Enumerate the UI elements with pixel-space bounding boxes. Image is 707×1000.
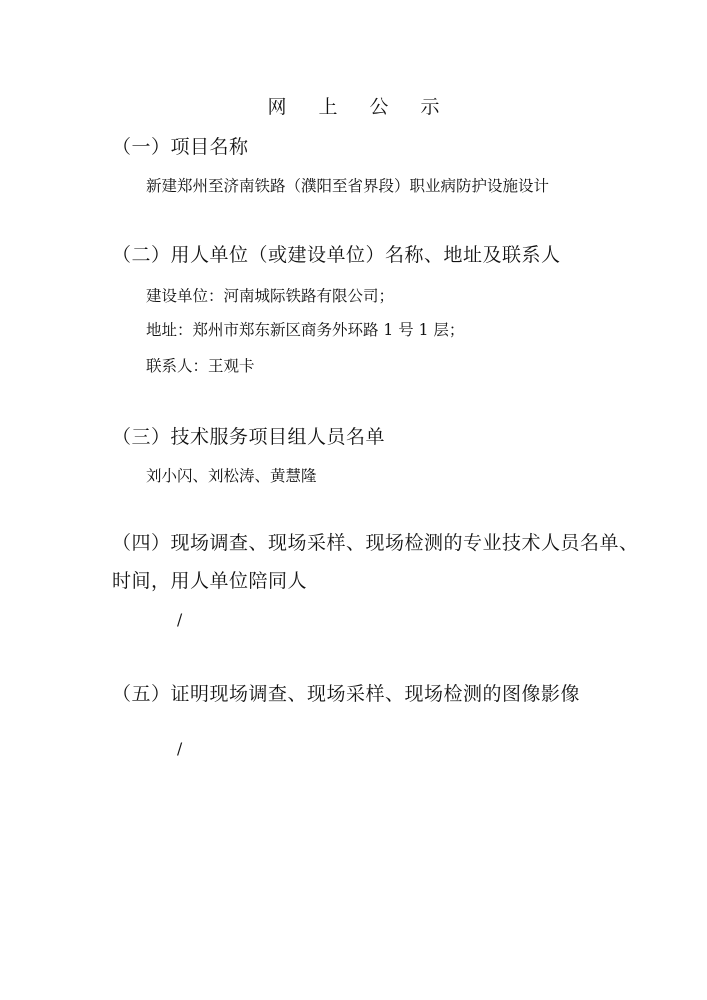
section-1-heading: （一）项目名称 (112, 136, 249, 158)
section-4-value: / (177, 611, 183, 629)
section-2-heading: （二）用人单位（或建设单位）名称、地址及联系人 (112, 244, 561, 266)
section-5-value: / (177, 740, 183, 758)
address: 地址：郑州市郑东新区商务外环路 1 号 1 层； (146, 321, 465, 339)
section-4-heading-line-1: （四）现场调查、现场采样、现场检测的专业技术人员名单、 (112, 532, 639, 554)
page-title: 网 上 公 示 (267, 96, 453, 118)
construction-unit: 建设单位：河南城际铁路有限公司； (146, 287, 395, 305)
section-3-heading: （三）技术服务项目组人员名单 (112, 426, 386, 448)
project-name: 新建郑州至济南铁路（濮阳至省界段）职业病防护设施设计 (146, 177, 550, 195)
section-5-heading: （五）证明现场调查、现场采样、现场检测的图像影像 (112, 683, 581, 705)
section-4-heading-line-2: 时间，用人单位陪同人 (112, 570, 308, 592)
team-members: 刘小闪、刘松涛、黄慧隆 (146, 467, 317, 485)
contact-person: 联系人：王观卡 (146, 357, 255, 375)
